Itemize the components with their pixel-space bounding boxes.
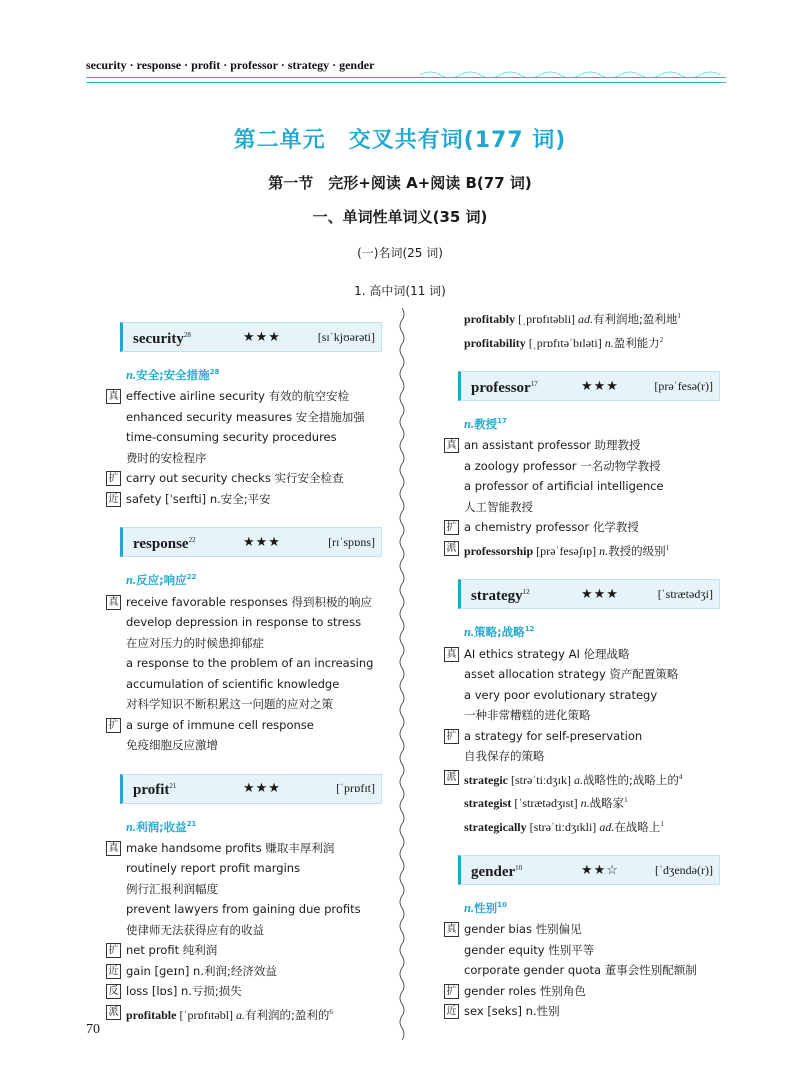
headword-box-professor <box>458 371 720 401</box>
headword-box-response <box>120 527 382 557</box>
star-rating: ★★★ <box>243 328 281 344</box>
page-number: 70 <box>86 1022 100 1037</box>
example-line: 在应对压力的时候患抑郁症 <box>126 635 264 650</box>
sense-label: n.利润;收益$^{21}$ <box>126 819 197 834</box>
example-line: 扩 a strategy for self-preservation <box>444 726 724 747</box>
phonetic: [prəˈfesə(r)] <box>654 378 713 393</box>
example-line: 真 an assistant professor 助理教授 <box>444 435 724 456</box>
right-column <box>444 306 724 1022</box>
headword: response$^{22}$ <box>133 536 196 553</box>
headword-box-strategy <box>458 579 720 609</box>
tag-badge: 真 <box>106 389 121 404</box>
column-divider <box>398 308 406 1048</box>
headword: security$^{28}$ <box>133 330 191 347</box>
tag-badge: 派 <box>444 770 459 785</box>
tag-badge: 真 <box>444 438 459 453</box>
header-ornament <box>420 68 726 77</box>
phonetic: [ˈstrætədʒi] <box>657 587 713 602</box>
example-line: 对科学知识不断积累这一问题的应对之策 <box>126 697 333 712</box>
example-list <box>106 838 386 1026</box>
example-line: 真 effective airline security 有效的航空安检 <box>106 386 386 407</box>
example-line: 真 gender bias 性别偏见 <box>444 919 724 940</box>
example-list <box>106 592 386 756</box>
example-list <box>106 386 386 509</box>
tag-badge: 扩 <box>444 520 459 535</box>
tag-badge: 扩 <box>106 943 121 958</box>
tag-badge: 扩 <box>106 471 121 486</box>
tag-badge: 真 <box>106 595 121 610</box>
tag-badge: 扩 <box>444 729 459 744</box>
headword: profit$^{21}$ <box>133 782 177 799</box>
example-list <box>444 644 724 838</box>
tag-badge: 真 <box>444 647 459 662</box>
example-line: time-consuming security procedures <box>126 430 337 445</box>
sense-label: n.安全;安全措施$^{28}$ <box>126 367 220 382</box>
example-line: asset allocation strategy 资产配置策略 <box>464 667 679 682</box>
derived-word-line: strategically [strəˈtiːdʒɪkli] ad.在战略上$^1$ <box>464 819 664 834</box>
example-line: routinely report profit margins <box>126 861 301 876</box>
derived-word-line: profitability [ˌprɒfɪtəˈbɪləti] n.盈利能力$^2$ <box>464 335 664 350</box>
example-line: a zoology professor 一名动物学教授 <box>464 458 661 473</box>
tag-badge: 扩 <box>444 984 459 999</box>
unit-title: 第二单元 交叉共有词(177 词) <box>233 128 567 153</box>
example-line: 扩 gender roles 性别角色 <box>444 981 724 1002</box>
example-line: 例行汇报利润幅度 <box>126 881 218 896</box>
derived-word-line: strategist [ˈstrætədʒɪst] n.战略家$^1$ <box>464 796 628 811</box>
section-title: 第一节 完形+阅读 A+阅读 B(77 词) <box>268 174 532 192</box>
headword-box-profit <box>120 774 382 804</box>
tag-badge: 近 <box>444 1004 459 1019</box>
running-head: security · response · profit · professor · strategy · gender <box>86 58 375 72</box>
example-line: 真 AI ethics strategy AI 伦理战略 <box>444 644 724 665</box>
tag-badge: 真 <box>444 922 459 937</box>
example-line: 扩 carry out security checks 实行安全检查 <box>106 468 386 489</box>
headword-box-security <box>120 322 382 352</box>
example-line: corporate gender quota 董事会性别配额制 <box>464 963 697 978</box>
sense-label: n.反应;响应$^{22}$ <box>126 573 197 588</box>
example-line: enhanced security measures 安全措施加强 <box>126 409 365 424</box>
derived-word-line: 派 profitable [ˈprɒfɪtəbl] a.有利润的;盈利的$^6$ <box>106 1002 386 1026</box>
example-line: 扩 a chemistry professor 化学教授 <box>444 517 724 538</box>
example-line: accumulation of scientific knowledge <box>126 676 340 691</box>
subsection-title: 一、单词性单词义(35 词) <box>312 208 488 226</box>
example-line: develop depression in response to stress <box>126 615 362 630</box>
example-line: 扩 a surge of immune cell response <box>106 715 386 736</box>
left-column <box>106 318 386 1025</box>
tag-badge: 派 <box>444 541 459 556</box>
headword: strategy$^{12}$ <box>471 588 530 605</box>
example-line: 免疫细胞反应激增 <box>126 738 218 753</box>
category-title: (一)名词(25 词) <box>357 246 443 260</box>
example-line: 反 loss [lɒs] n.亏损;损失 <box>106 981 386 1002</box>
level-title: 1. 高中词(11 词) <box>354 284 446 298</box>
example-line: 近 gain [ɡeɪn] n.利润;经济效益 <box>106 961 386 982</box>
phonetic: [ˈprɒfɪt] <box>336 781 375 796</box>
headword: gender$^{10}$ <box>471 863 523 880</box>
tag-badge: 派 <box>106 1005 121 1020</box>
star-rating: ★★★ <box>581 586 619 602</box>
example-line: a very poor evolutionary strategy <box>464 687 658 702</box>
example-line: 真 receive favorable responses 得到积极的响应 <box>106 592 386 613</box>
headword-box-gender <box>458 855 720 885</box>
headword: professor$^{17}$ <box>471 379 538 396</box>
example-line: a response to the problem of an increasing <box>126 656 374 671</box>
star-rating: ★★★ <box>581 377 619 393</box>
star-rating: ★★☆ <box>581 861 619 877</box>
example-line: 真 make handsome profits 赚取丰厚利润 <box>106 838 386 859</box>
phonetic: [ˈdʒendə(r)] <box>655 862 713 877</box>
example-line: 扩 net profit 纯利润 <box>106 940 386 961</box>
tag-badge: 近 <box>106 964 121 979</box>
tag-badge: 扩 <box>106 718 121 733</box>
phonetic: [rɪˈspɒns] <box>328 535 375 550</box>
phonetic: [sɪˈkjʊərəti] <box>317 329 375 344</box>
sense-label: n.策略;战略$^{12}$ <box>464 625 535 640</box>
example-list <box>444 435 724 561</box>
example-line: 一种非常糟糕的进化策略 <box>464 708 591 723</box>
example-line: a professor of artificial intelligence <box>464 479 664 494</box>
example-list <box>444 919 724 1022</box>
derived-word-line: 派 professorship [prəˈfesəʃɪp] n.教授的级别$^1$ <box>444 538 724 562</box>
star-rating: ★★★ <box>243 534 281 550</box>
derived-word-line: profitably [ˌprɒfɪtəbli] ad.有利润地;盈利地$^1$ <box>464 312 681 326</box>
sense-label: n.教授$^{17}$ <box>464 416 507 431</box>
star-rating: ★★★ <box>243 780 281 796</box>
example-line: 自我保存的策略 <box>464 749 545 764</box>
example-line: 近 safety [ˈseɪfti] n.安全;平安 <box>106 489 386 510</box>
tag-badge: 真 <box>106 841 121 856</box>
example-line: 使律师无法获得应有的收益 <box>126 922 264 937</box>
example-line: 费时的安检程序 <box>126 450 207 465</box>
example-line: 近 sex [seks] n.性别 <box>444 1001 724 1022</box>
header-rule <box>86 77 726 83</box>
derived-word-line: 派 strategic [strəˈtiːdʒɪk] a.战略性的;战略上的$^4$ <box>444 767 724 791</box>
example-line: 人工智能教授 <box>464 499 533 514</box>
example-line: gender equity 性别平等 <box>464 942 595 957</box>
sense-label: n.性别$^{10}$ <box>464 900 507 915</box>
example-line: prevent lawyers from gaining due profits <box>126 902 361 917</box>
tag-badge: 近 <box>106 492 121 507</box>
tag-badge: 反 <box>106 984 121 999</box>
